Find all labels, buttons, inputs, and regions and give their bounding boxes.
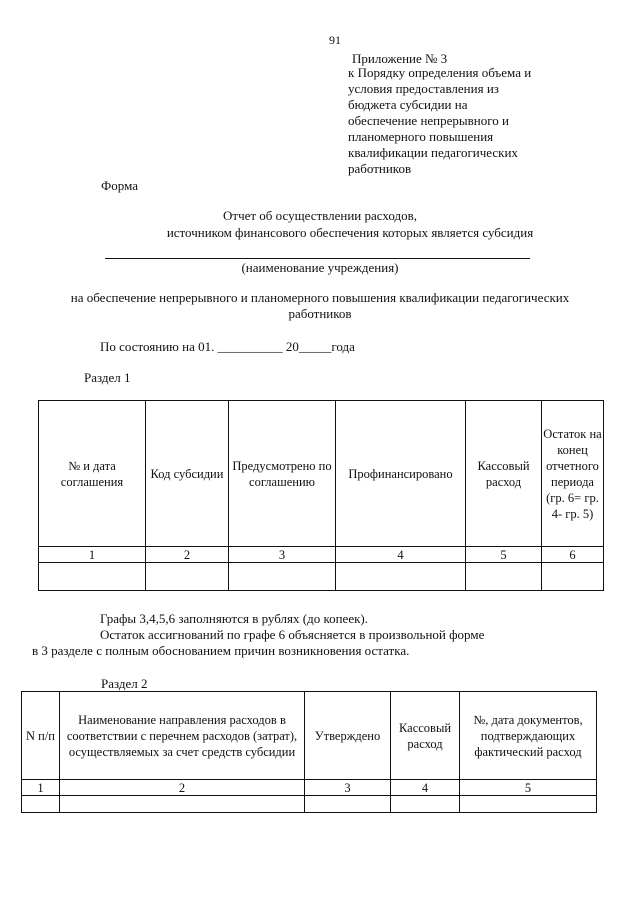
appendix-line: квалификации педагогических <box>348 145 518 160</box>
form-label: Форма <box>101 178 138 193</box>
purpose-line-1: на обеспечение непрерывного и планомерного повышения квалификации педагогических <box>70 290 570 305</box>
table-row <box>22 796 597 813</box>
appendix-line: работников <box>348 161 412 176</box>
table-header-row <box>22 692 597 780</box>
column-number: 4 <box>336 547 466 563</box>
column-number: 1 <box>39 547 146 563</box>
appendix-text <box>348 65 555 177</box>
table-header-cell: №, дата документов, подтверждающих фактический расход <box>460 692 597 780</box>
as-of-date: По состоянию на 01. __________ 20_____года <box>100 339 355 354</box>
section1-table <box>38 400 604 591</box>
table-cell[interactable] <box>229 563 336 591</box>
table-header-cell: Кассовый расход <box>466 401 542 547</box>
appendix-line: к Порядку определения объема и <box>348 65 532 80</box>
table-header-cell: Кассовый расход <box>391 692 460 780</box>
column-number: 3 <box>229 547 336 563</box>
note-line-3: в 3 разделе с полным обоснованием причин возникновения остатка. <box>32 643 410 658</box>
table-header-cell: Утверждено <box>305 692 391 780</box>
appendix-line: бюджета субсидии на <box>348 97 468 112</box>
column-number: 5 <box>460 780 597 796</box>
column-number-row <box>39 547 604 563</box>
institution-name-line[interactable] <box>105 258 530 259</box>
column-number: 2 <box>60 780 305 796</box>
table-header-cell: Остаток на конец отчетного периода (гр. 6= гр. 4- гр. 5) <box>542 401 604 547</box>
table-cell[interactable] <box>542 563 604 591</box>
purpose-line-2: работников <box>288 306 352 321</box>
column-number: 4 <box>391 780 460 796</box>
table-header-cell: Предусмотрено по соглашению <box>229 401 336 547</box>
table-cell[interactable] <box>336 563 466 591</box>
appendix-line: условия предоставления из <box>348 81 499 96</box>
table-cell[interactable] <box>146 563 229 591</box>
purpose-text <box>0 290 640 322</box>
section2-table <box>21 691 597 813</box>
institution-caption: (наименование учреждения) <box>241 260 399 275</box>
table-cell[interactable] <box>460 796 597 813</box>
report-title-line-1: Отчет об осуществлении расходов, <box>223 208 417 223</box>
note-line-2: Остаток ассигнований по графе 6 объясняется в произвольной форме <box>100 627 485 642</box>
table-cell[interactable] <box>39 563 146 591</box>
column-number-row <box>22 780 597 796</box>
column-number: 2 <box>146 547 229 563</box>
column-number: 3 <box>305 780 391 796</box>
table-cell[interactable] <box>22 796 60 813</box>
table-row <box>39 563 604 591</box>
table-header-cell: Профинансировано <box>336 401 466 547</box>
report-title-line-2: источником финансового обеспечения которых является субсидия <box>166 225 534 240</box>
page-number: 91 <box>329 33 341 47</box>
table-header-cell: N п/п <box>22 692 60 780</box>
table-header-cell: Наименование направления расходов в соответствии с перечнем расходов (затрат), осуществляемых за счет средств субсидии <box>60 692 305 780</box>
table-cell[interactable] <box>391 796 460 813</box>
note-line-1: Графы 3,4,5,6 заполняются в рублях (до копеек). <box>100 611 368 626</box>
appendix-line: планомерного повышения <box>348 129 494 144</box>
table-header-cell: Код субсидии <box>146 401 229 547</box>
column-number: 6 <box>542 547 604 563</box>
table-cell[interactable] <box>466 563 542 591</box>
table-header-row <box>39 401 604 547</box>
column-number: 5 <box>466 547 542 563</box>
section1-label: Раздел 1 <box>84 370 131 385</box>
section2-label: Раздел 2 <box>101 676 148 691</box>
table-cell[interactable] <box>305 796 391 813</box>
table-cell[interactable] <box>60 796 305 813</box>
appendix-title: Приложение № 3 <box>352 51 448 66</box>
appendix-line: обеспечение непрерывного и <box>348 113 509 128</box>
column-number: 1 <box>22 780 60 796</box>
table-header-cell: № и дата соглашения <box>39 401 146 547</box>
